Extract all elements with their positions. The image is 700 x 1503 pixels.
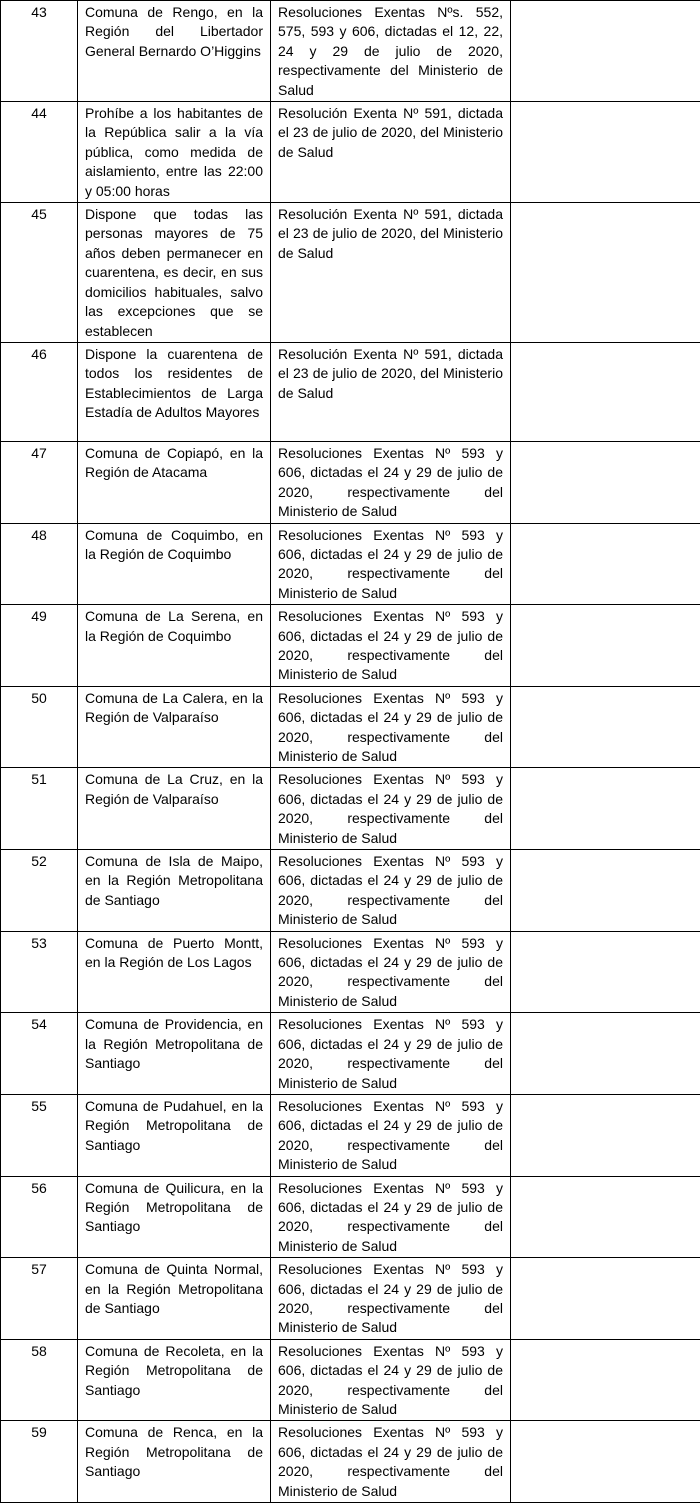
table-row	[1, 342, 700, 441]
row-resolution: Resoluciones Exentas Nº 593 y 606, dictadas el 24 y 29 de julio de 2020, respectivamente del Ministerio de Salud	[271, 768, 511, 850]
row-empty-cell	[511, 850, 700, 932]
row-resolution: Resoluciones Exentas Nº 593 y 606, dictadas el 24 y 29 de julio de 2020, respectivamente del Ministerio de Salud	[271, 605, 511, 687]
row-resolution: Resoluciones Exentas Nº 593 y 606, dictadas el 24 y 29 de julio de 2020, respectivamente del Ministerio de Salud	[271, 1421, 511, 1503]
table-row	[1, 203, 700, 343]
table-row	[1, 931, 700, 1013]
row-description: Prohíbe a los habitantes de la República salir a la vía pública, como medida de aislamiento, entre las 22:00 y 05:00 horas	[78, 102, 271, 203]
table-row	[1, 1258, 700, 1340]
row-resolution: Resolución Exenta Nº 591, dictada el 23 de julio de 2020, del Ministerio de Salud	[271, 203, 511, 343]
row-description: Comuna de La Calera, en la Región de Valparaíso	[78, 686, 271, 768]
table-row	[1, 850, 700, 932]
row-description: Comuna de Recoleta, en la Región Metropolitana de Santiago	[78, 1339, 271, 1421]
row-description: Comuna de Quinta Normal, en la Región Metropolitana de Santiago	[78, 1258, 271, 1340]
table-row	[1, 441, 700, 523]
row-description: Comuna de Isla de Maipo, en la Región Metropolitana de Santiago	[78, 850, 271, 932]
row-number: 54	[1, 1013, 78, 1095]
row-empty-cell	[511, 1421, 700, 1503]
row-empty-cell	[511, 605, 700, 687]
row-number: 59	[1, 1421, 78, 1503]
table-body	[1, 1, 700, 1503]
row-number: 51	[1, 768, 78, 850]
row-resolution: Resolución Exenta Nº 591, dictada el 23 de julio de 2020, del Ministerio de Salud	[271, 342, 511, 441]
row-empty-cell	[511, 768, 700, 850]
row-resolution: Resoluciones Exentas Nº 593 y 606, dictadas el 24 y 29 de julio de 2020, respectivamente del Ministerio de Salud	[271, 1094, 511, 1176]
row-number: 47	[1, 441, 78, 523]
row-description: Comuna de Renca, en la Región Metropolitana de Santiago	[78, 1421, 271, 1503]
table-row	[1, 768, 700, 850]
table-row	[1, 1421, 700, 1503]
row-description: Comuna de La Cruz, en la Región de Valparaíso	[78, 768, 271, 850]
row-number: 58	[1, 1339, 78, 1421]
row-resolution: Resoluciones Exentas Nº 593 y 606, dictadas el 24 y 29 de julio de 2020, respectivamente del Ministerio de Salud	[271, 1176, 511, 1258]
row-empty-cell	[511, 686, 700, 768]
row-resolution: Resoluciones Exentas Nºs. 552, 575, 593 y 606, dictadas el 12, 22, 24 y 29 de julio de 2020, respectivamente del Ministerio de Salud	[271, 1, 511, 102]
row-description: Comuna de Puerto Montt, en la Región de Los Lagos	[78, 931, 271, 1013]
row-resolution: Resoluciones Exentas Nº 593 y 606, dictadas el 24 y 29 de julio de 2020, respectivamente del Ministerio de Salud	[271, 1339, 511, 1421]
row-empty-cell	[511, 102, 700, 203]
table-row	[1, 1, 700, 102]
row-number: 44	[1, 102, 78, 203]
row-empty-cell	[511, 1339, 700, 1421]
row-empty-cell	[511, 1013, 700, 1095]
row-number: 46	[1, 342, 78, 441]
row-empty-cell	[511, 441, 700, 523]
row-resolution: Resoluciones Exentas Nº 593 y 606, dictadas el 24 y 29 de julio de 2020, respectivamente del Ministerio de Salud	[271, 686, 511, 768]
row-empty-cell	[511, 1176, 700, 1258]
row-description: Comuna de Coquimbo, en la Región de Coquimbo	[78, 523, 271, 605]
row-description: Dispone que todas las personas mayores de 75 años deben permanecer en cuarentena, es decir, en sus domicilios habituales, salvo las excepciones que se establecen	[78, 203, 271, 343]
row-description: Comuna de Rengo, en la Región del Libertador General Bernardo O’Higgins	[78, 1, 271, 102]
row-empty-cell	[511, 523, 700, 605]
row-number: 48	[1, 523, 78, 605]
row-description: Comuna de La Serena, en la Región de Coquimbo	[78, 605, 271, 687]
row-empty-cell	[511, 1094, 700, 1176]
table-row	[1, 1094, 700, 1176]
row-resolution: Resoluciones Exentas Nº 593 y 606, dictadas el 24 y 29 de julio de 2020, respectivamente del Ministerio de Salud	[271, 1013, 511, 1095]
row-resolution: Resoluciones Exentas Nº 593 y 606, dictadas el 24 y 29 de julio de 2020, respectivamente del Ministerio de Salud	[271, 850, 511, 932]
table-row	[1, 1013, 700, 1095]
table-row	[1, 605, 700, 687]
row-resolution: Resolución Exenta Nº 591, dictada el 23 de julio de 2020, del Ministerio de Salud	[271, 102, 511, 203]
row-number: 50	[1, 686, 78, 768]
table-row	[1, 523, 700, 605]
table-row	[1, 686, 700, 768]
row-empty-cell	[511, 1, 700, 102]
row-number: 57	[1, 1258, 78, 1340]
table-row	[1, 1339, 700, 1421]
row-resolution: Resoluciones Exentas Nº 593 y 606, dictadas el 24 y 29 de julio de 2020, respectivamente del Ministerio de Salud	[271, 931, 511, 1013]
row-description: Comuna de Copiapó, en la Región de Atacama	[78, 441, 271, 523]
row-empty-cell	[511, 203, 700, 343]
row-number: 45	[1, 203, 78, 343]
row-empty-cell	[511, 931, 700, 1013]
row-number: 49	[1, 605, 78, 687]
row-number: 56	[1, 1176, 78, 1258]
row-number: 52	[1, 850, 78, 932]
row-resolution: Resoluciones Exentas Nº 593 y 606, dictadas el 24 y 29 de julio de 2020, respectivamente del Ministerio de Salud	[271, 523, 511, 605]
table-row	[1, 1176, 700, 1258]
row-description: Dispone la cuarentena de todos los residentes de Establecimientos de Larga Estadía de Adultos Mayores	[78, 342, 271, 441]
row-resolution: Resoluciones Exentas Nº 593 y 606, dictadas el 24 y 29 de julio de 2020, respectivamente del Ministerio de Salud	[271, 441, 511, 523]
row-empty-cell	[511, 342, 700, 441]
row-resolution: Resoluciones Exentas Nº 593 y 606, dictadas el 24 y 29 de julio de 2020, respectivamente del Ministerio de Salud	[271, 1258, 511, 1340]
table-row	[1, 102, 700, 203]
row-description: Comuna de Pudahuel, en la Región Metropolitana de Santiago	[78, 1094, 271, 1176]
row-description: Comuna de Quilicura, en la Región Metropolitana de Santiago	[78, 1176, 271, 1258]
row-number: 43	[1, 1, 78, 102]
row-empty-cell	[511, 1258, 700, 1340]
row-number: 55	[1, 1094, 78, 1176]
row-number: 53	[1, 931, 78, 1013]
row-description: Comuna de Providencia, en la Región Metropolitana de Santiago	[78, 1013, 271, 1095]
